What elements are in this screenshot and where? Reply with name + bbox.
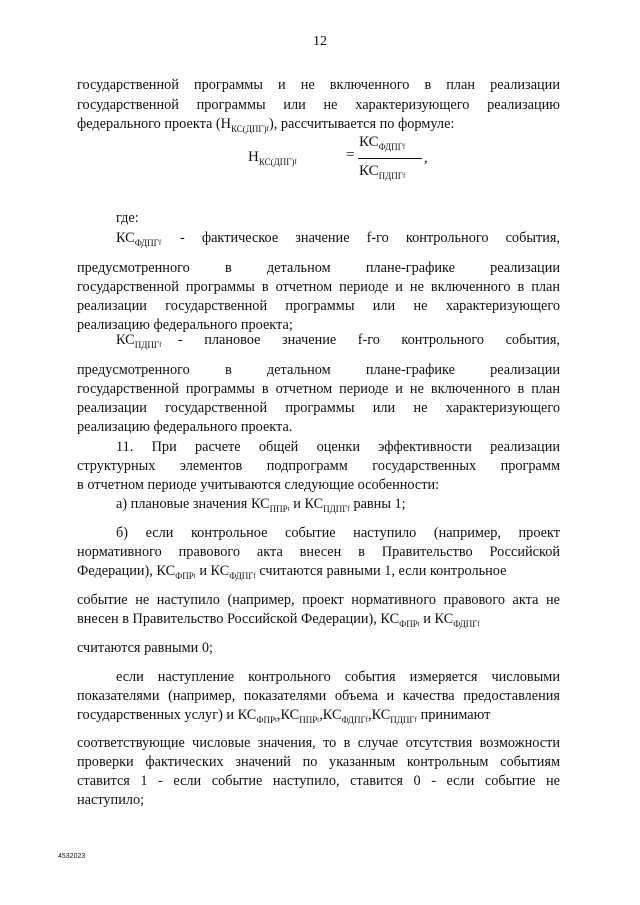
document-id: 4532023 xyxy=(58,853,86,860)
text-line: реализацию федерального проекта. xyxy=(77,419,293,435)
text-line: - фактическое значение f-го контрольного события, xyxy=(180,230,560,246)
text-line: если наступление контрольного события измеряется числовыми xyxy=(116,669,560,685)
text-line: государственных услуг) и $КС_{ФПРt},КС_{ППРt},КС_{ФДПГf},КС_{ПДПГf}$ принимают xyxy=(77,707,491,725)
text-line: государственной программы в отчетном периоде и не включенного в план xyxy=(77,279,560,295)
formula-numerator: $КС_{ФДПГf}$ xyxy=(359,134,406,152)
text-line: внесен в Правительство Российской Федерации), $КС_{ФПРt}$ и $КС_{ФДПГf}$ xyxy=(77,611,480,629)
formula-comma: , xyxy=(424,150,428,166)
formula-equals: = xyxy=(346,147,355,163)
text-line: - плановое значение f-го контрольного события, xyxy=(178,332,560,348)
text-line: проверки фактических значений по указанным контрольным событиям xyxy=(77,754,560,770)
text-line: событие не наступило (например, проект нормативного правового акта не xyxy=(77,592,560,608)
fraction-bar xyxy=(358,158,422,159)
formula-lhs: $Н_{КС(ДПГ)f}$ xyxy=(248,149,297,167)
text-line: 11. При расчете общей оценки эффективности реализации xyxy=(116,439,560,455)
text-line: предусмотренного в детальном плане-графике реализации xyxy=(77,260,560,276)
formula-denominator: $КС_{ПДПГf}$ xyxy=(359,163,406,181)
where-label: где: xyxy=(116,210,139,226)
text-line: предусмотренного в детальном плане-графике реализации xyxy=(77,362,560,378)
def1-symbol: $КС_{ФДПГf}$ xyxy=(116,230,162,248)
text-line: нормативного правового акта внесен в Правительство Российской xyxy=(77,544,560,560)
text-line: в отчетном периоде учитываются следующие особенности: xyxy=(77,477,440,493)
page-number: 12 xyxy=(313,34,327,49)
text-line: федерального проекта $(Н_{КС(ДПГ)f})$, рассчитывается по формуле: xyxy=(77,116,455,134)
text-line: реализации государственной программы или не характеризующего xyxy=(77,400,560,416)
text-line: а) плановые значения $КС_{ППРt}$ и $КС_{ПДПГf}$ равны 1; xyxy=(116,496,406,514)
text-line: реализацию федерального проекта; xyxy=(77,317,293,333)
text-line: соответствующие числовые значения, то в случае отсутствия возможности xyxy=(77,735,560,751)
text-line: показателями (например, показателями объема и качества предоставления xyxy=(77,688,560,704)
text-line: б) если контрольное событие наступило (например, проект xyxy=(116,525,560,541)
def2-symbol: $КС_{ПДПГf}$ xyxy=(116,332,162,350)
text-line: считаются равными 0; xyxy=(77,640,213,656)
text-line: Федерации), $КС_{ФПРt}$ и $КС_{ФДПГf}$ считаются равными 1, если контрольное xyxy=(77,563,507,581)
text-line: ставится 1 - если событие наступило, ставится 0 - если событие не xyxy=(77,773,560,789)
text-line: государственной программы в отчетном периоде и не включенного в план xyxy=(77,381,560,397)
text-line: реализации государственной программы или не характеризующего xyxy=(77,298,560,314)
text-line: структурных элементов подпрограмм государственных программ xyxy=(77,458,560,474)
text-line: государственной программы и не включенного в план реализации xyxy=(77,77,560,93)
text-line: наступило; xyxy=(77,792,145,808)
text-line: государственной программы или не характеризующего реализацию xyxy=(77,97,560,113)
